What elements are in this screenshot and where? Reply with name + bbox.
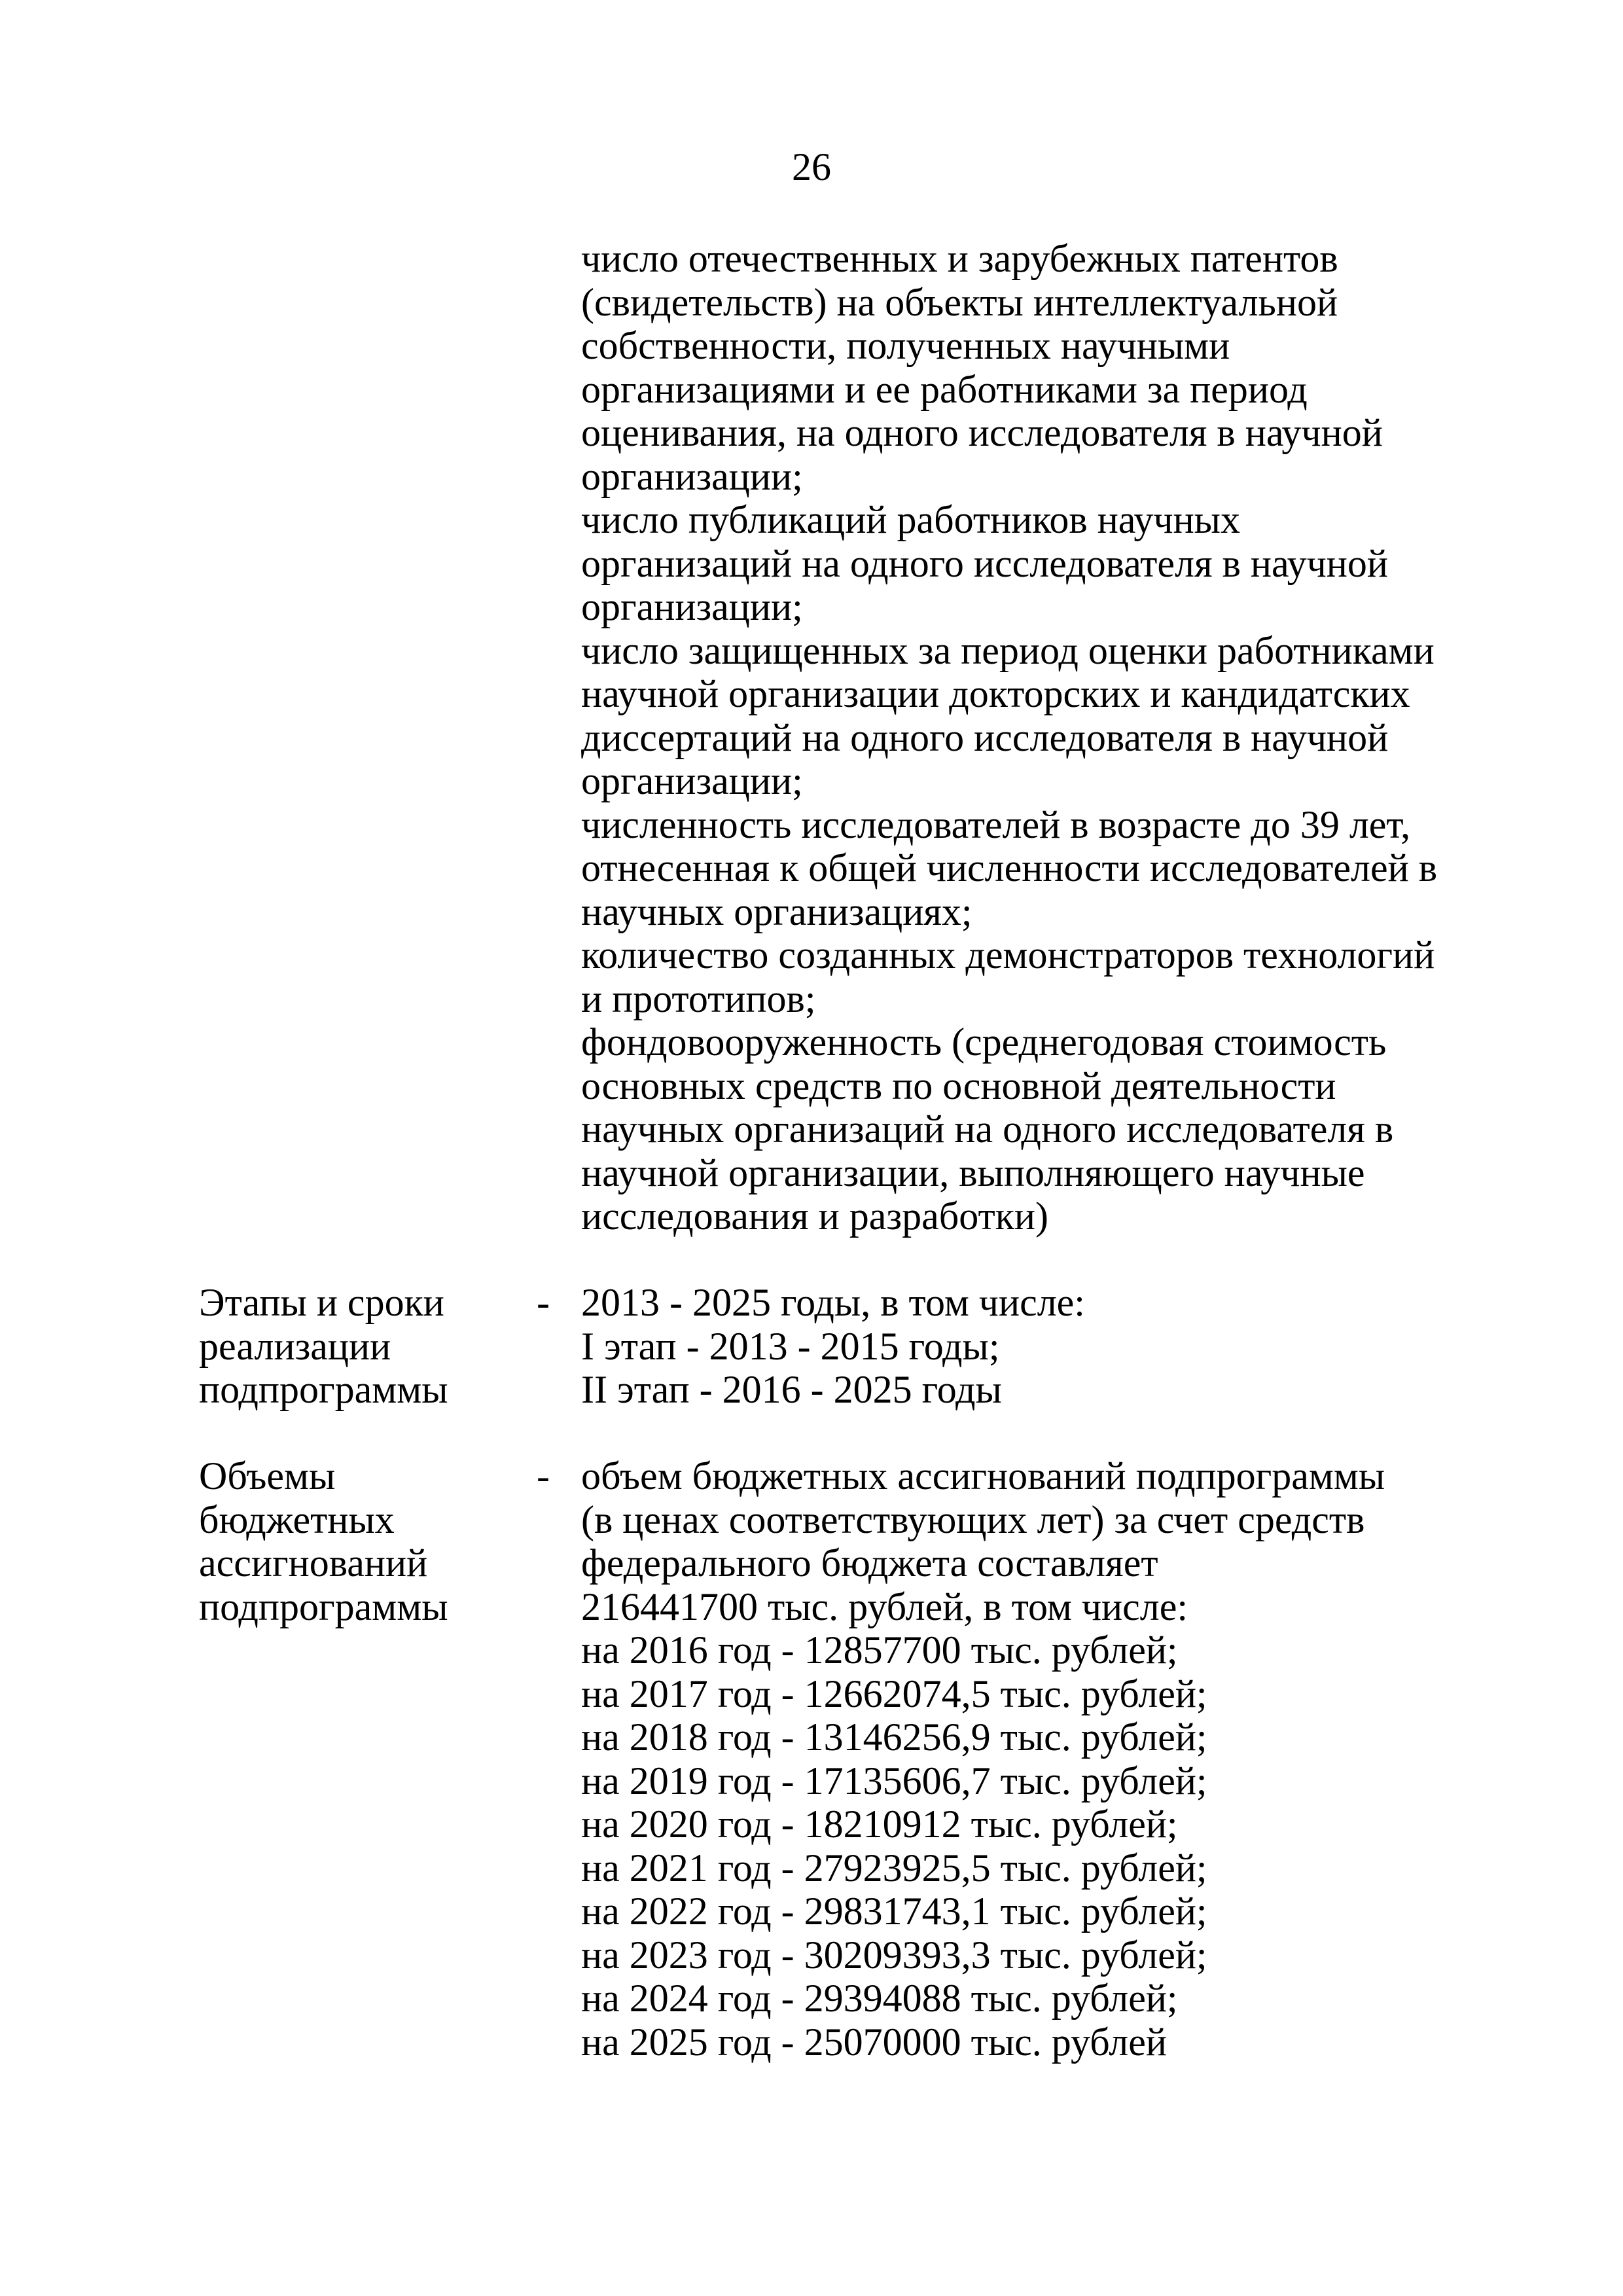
budget-label-line: подпрограммы: [199, 1585, 448, 1628]
stages-value: [581, 1281, 1510, 1412]
budget-value-line: (в ценах соответствующих лет) за счет средств: [581, 1498, 1365, 1541]
budget-year-line: на 2016 год - 12857700 тыс. рублей;: [581, 1628, 1178, 1672]
budget-label-line: ассигнований: [199, 1541, 428, 1585]
target-indicators-list: [581, 237, 1510, 1238]
indicator-line: число публикаций работников научных: [581, 498, 1240, 541]
indicator-line: (свидетельств) на объекты интеллектуальной: [581, 280, 1338, 324]
budget-label: [199, 1454, 539, 1628]
page-number: 26: [792, 145, 831, 188]
indicator-line: исследования и разработки): [581, 1194, 1048, 1238]
indicator-line: организации;: [581, 759, 803, 802]
budget-year-line: на 2020 год - 18210912 тыс. рублей;: [581, 1803, 1178, 1846]
stages-label: [199, 1281, 539, 1412]
indicator-line: численность исследователей в возрасте до 39 лет,: [581, 802, 1411, 846]
indicator-line: число отечественных и зарубежных патентов: [581, 237, 1338, 280]
budget-year-line: на 2018 год - 13146256,9 тыс. рублей;: [581, 1715, 1207, 1759]
stages-value-line: II этап - 2016 - 2025 годы: [581, 1368, 1002, 1411]
indicator-line: организации;: [581, 454, 803, 498]
stages-label-line: реализации: [199, 1324, 391, 1368]
budget-value: [581, 1454, 1510, 2064]
indicator-line: оценивания, на одного исследователя в научной: [581, 411, 1383, 454]
budget-year-line: на 2021 год - 27923925,5 тыс. рублей;: [581, 1846, 1207, 1890]
indicator-line: организаций на одного исследователя в научной: [581, 541, 1388, 585]
budget-value-line: федерального бюджета составляет: [581, 1541, 1158, 1585]
stages-value-line: 2013 - 2025 годы, в том числе:: [581, 1281, 1085, 1324]
indicator-line: и прототипов;: [581, 977, 816, 1020]
budget-year-line: на 2025 год - 25070000 тыс. рублей: [581, 2020, 1167, 2064]
budget-year-line: на 2023 год - 30209393,3 тыс. рублей;: [581, 1933, 1207, 1977]
indicator-line: число защищенных за период оценки работниками: [581, 628, 1435, 672]
indicator-line: собственности, полученных научными: [581, 324, 1230, 367]
indicator-line: организациями и ее работниками за период: [581, 367, 1308, 411]
budget-year-line: на 2019 год - 17135606,7 тыс. рублей;: [581, 1759, 1207, 1803]
indicator-line: научных организациях;: [581, 889, 972, 933]
budget-value-line: объем бюджетных ассигнований подпрограммы: [581, 1454, 1385, 1498]
indicator-line: научной организации, выполняющего научные: [581, 1151, 1365, 1194]
budget-year-line: на 2017 год - 12662074,5 тыс. рублей;: [581, 1672, 1207, 1715]
indicator-line: основных средств по основной деятельности: [581, 1064, 1336, 1107]
stages-dash: -: [537, 1281, 550, 1324]
indicator-line: количество созданных демонстраторов технологий: [581, 933, 1435, 977]
budget-label-line: Объемы: [199, 1454, 336, 1498]
budget-label-line: бюджетных: [199, 1498, 395, 1541]
stages-label-line: подпрограммы: [199, 1368, 448, 1411]
indicator-line: диссертаций на одного исследователя в научной: [581, 715, 1389, 759]
budget-value-line: 216441700 тыс. рублей, в том числе:: [581, 1585, 1188, 1628]
indicator-line: организации;: [581, 585, 803, 628]
budget-year-line: на 2022 год - 29831743,1 тыс. рублей;: [581, 1890, 1207, 1933]
budget-year-line: на 2024 год - 29394088 тыс. рублей;: [581, 1977, 1178, 2020]
indicator-line: отнесенная к общей численности исследователей в: [581, 846, 1438, 889]
indicator-line: научной организации докторских и кандидатских: [581, 672, 1410, 715]
indicator-line: научных организаций на одного исследователя в: [581, 1107, 1394, 1151]
stages-label-line: Этапы и сроки: [199, 1281, 444, 1324]
budget-dash: -: [537, 1454, 550, 1498]
indicator-line: фондовооруженность (среднегодовая стоимость: [581, 1020, 1387, 1064]
stages-value-line: I этап - 2013 - 2015 годы;: [581, 1324, 1000, 1368]
